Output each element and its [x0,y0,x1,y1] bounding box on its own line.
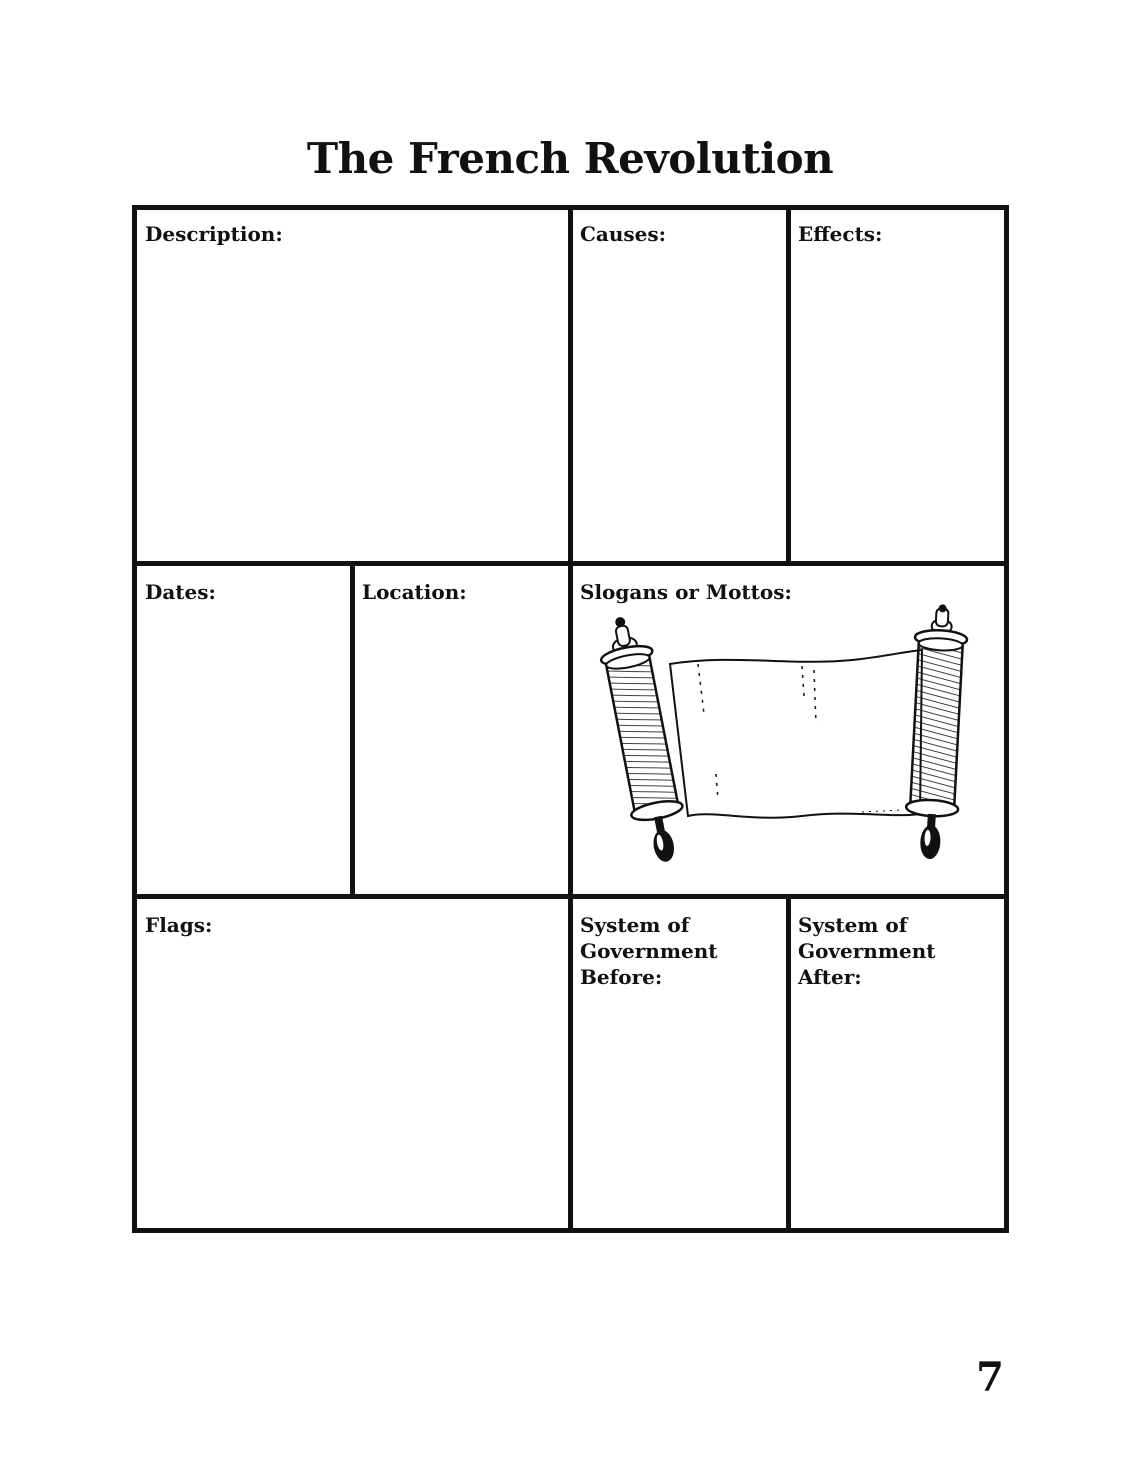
description-label: Description: [145,222,283,246]
page-number: 7 [976,1354,1004,1401]
divider-col-center [568,205,573,1233]
page-title: The French Revolution [306,134,834,183]
divider-col-right-top [786,205,791,565]
location-label: Location: [362,580,467,604]
dates-label: Dates: [145,580,216,604]
government-before-label: System of Government Before: [580,913,718,989]
effects-label: Effects: [798,222,883,246]
government-after-label: System of Government After: [798,913,936,989]
flags-label: Flags: [145,913,213,937]
divider-col-right-bottom [786,896,791,1233]
divider-col-left-middle [350,563,355,897]
causes-label: Causes: [580,222,667,246]
scroll-illustration [592,604,988,874]
slogans-label: Slogans or Mottos: [580,580,792,604]
